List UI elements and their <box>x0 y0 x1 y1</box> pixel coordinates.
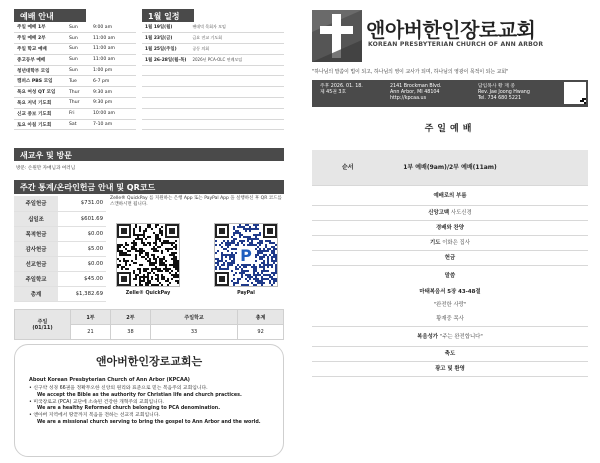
schedule-date: 1월 19일(월) <box>142 22 189 33</box>
service-time: 7-10 am <box>90 119 136 130</box>
schedule-desc: 2026년 PCA-OLC 연례모임 <box>189 54 284 65</box>
order-item <box>312 251 588 266</box>
service-name: 목요 저녁 기도회 <box>14 98 66 109</box>
church-website-link[interactable]: http://kpcaa.us <box>390 96 427 102</box>
offering-amount: $0.00 <box>58 256 106 271</box>
schedule-desc: 금요 전교 기도회 <box>189 33 284 44</box>
sermon-title-text: "완전한 사랑" <box>433 302 467 308</box>
order-item-label: 신앙고백 <box>428 210 450 216</box>
sermon-preacher-text: 황재중 목사 <box>436 316 464 322</box>
worship-info-row <box>14 44 136 55</box>
worship-info-title: 예배 안내 <box>14 9 86 22</box>
service-name: 신교 중보 기도회 <box>14 108 66 119</box>
offering-table-wrap <box>14 196 106 302</box>
about-title: 앤아버한인장로교회는 <box>95 355 203 368</box>
schedule-row <box>142 44 284 55</box>
schedule-table <box>142 22 284 130</box>
newcomers-section <box>14 148 284 175</box>
zelle-qr-icon <box>117 224 179 286</box>
offering-label: 선교헌금 <box>14 256 58 271</box>
order-item-label: 복음성가 <box>417 334 438 340</box>
service-time: 11:00 am <box>90 33 136 44</box>
order-item <box>312 221 588 236</box>
schedule-row <box>142 119 284 130</box>
schedule-date <box>142 65 189 76</box>
order-times: 1부 예배(9am)/2부 예배(11am) <box>403 164 497 171</box>
service-day: Thur <box>66 98 90 109</box>
schedule-desc <box>189 108 284 119</box>
sermon-scripture <box>312 286 588 299</box>
schedule-section <box>142 9 284 130</box>
worship-order <box>312 150 588 377</box>
worship-info-row <box>14 65 136 76</box>
service-name: 청년대학부 모임 <box>14 65 66 76</box>
worship-info-row <box>14 22 136 33</box>
service-day: Fri <box>66 108 90 119</box>
service-name: 목요 여성 QT 모임 <box>14 87 66 98</box>
schedule-row <box>142 22 284 33</box>
sermon-scripture-text: 마태복음서 5장 43-48절 <box>419 289 481 295</box>
about-item <box>29 386 269 400</box>
schedule-title: 1월 일정 <box>142 9 194 22</box>
pastor-name-en: Rev. Jae Joong Hwang <box>478 90 530 96</box>
church-address <box>390 84 441 103</box>
service-time: 6-7 pm <box>90 76 136 87</box>
order-item <box>312 362 588 377</box>
attendance-section <box>14 309 284 340</box>
paypal-qr-icon <box>215 224 277 286</box>
sermon-preacher <box>312 312 588 327</box>
worship-info-row <box>14 54 136 65</box>
service-day: Sun <box>66 44 90 55</box>
attendance-header: 2부 <box>110 310 150 325</box>
worship-info-row <box>14 76 136 87</box>
order-item <box>312 347 588 362</box>
order-item-detail: "주는 완전합니다" <box>439 334 483 340</box>
schedule-row <box>142 33 284 44</box>
attendance-value: 38 <box>110 325 150 340</box>
offering-amount: $601.69 <box>58 211 106 226</box>
schedule-desc <box>189 98 284 109</box>
service-time: 11:00 am <box>90 44 136 55</box>
service-name: 주일 학교 예배 <box>14 44 66 55</box>
service-name: 주일 예배 1부 <box>14 22 66 33</box>
qr-section <box>110 196 285 296</box>
bulletin-volume: 제 45권 3호 <box>320 90 347 96</box>
offering-label: 주일학교 <box>14 271 58 286</box>
schedule-row <box>142 87 284 98</box>
address-street: 2141 Brockman Blvd. <box>390 84 442 89</box>
newcomers-title: 새교우 및 방문 <box>14 148 284 161</box>
church-brand <box>312 10 590 64</box>
bulletin-date-text: 주후 2026. 01. 18. <box>320 84 363 89</box>
offering-label: 감사헌금 <box>14 241 58 256</box>
service-time: 10:00 am <box>90 108 136 119</box>
sermon-label-text: 말씀 <box>444 273 456 279</box>
service-time: 1:00 pm <box>90 65 136 76</box>
finance-title: 주간 통계/온라인헌금 안내 및 QR코드 <box>14 180 284 194</box>
sermon-label <box>312 266 588 286</box>
schedule-date: 1월 25일(주일) <box>142 44 189 55</box>
paypal-qr-code[interactable] <box>214 223 278 287</box>
worship-info-row <box>14 87 136 98</box>
about-item <box>29 400 269 414</box>
church-name-english: KOREAN PRESBYTERIAN CHURCH OF ANN ARBOR <box>368 41 544 48</box>
about-item-en: We are a healthy Reformed church belonging to PCA denomination. <box>37 406 221 412</box>
order-item-label: 경배와 찬양 <box>436 225 464 231</box>
offering-row <box>14 196 106 211</box>
order-header <box>312 150 588 186</box>
order-item <box>312 186 588 206</box>
service-day: Sat <box>66 119 90 130</box>
schedule-date <box>142 87 189 98</box>
offering-label: 주일헌금 <box>14 196 58 211</box>
about-item <box>29 413 269 427</box>
service-day: Sun <box>66 65 90 76</box>
about-item-ko: • 신구약 성경 66권을 정확무오한 신앙의 원리와 표준으로 믿는 복음주의 교회입니다. <box>29 386 208 391</box>
newcomers-text: 방문: 손원만 자매님과 여러님 <box>16 166 76 171</box>
attendance-table <box>14 309 284 340</box>
offering-row <box>14 286 106 301</box>
attendance-header: 주일학교 <box>150 310 237 325</box>
about-item-en: We are a missional church serving to bring the gospel to Ann Arbor and the world. <box>37 419 261 425</box>
offering-amount: $5.00 <box>58 241 106 256</box>
offering-amount: $0.00 <box>58 226 106 241</box>
bulletin-date <box>320 84 363 96</box>
about-item-ko: • 앤아버 지역에서 땅끝까지 복음을 전하는 선교적 교회입니다. <box>29 413 160 419</box>
attendance-header: 총계 <box>238 310 284 325</box>
about-box <box>14 344 284 457</box>
service-day: Sun <box>66 22 90 33</box>
qr-instructions: Zelle® QuickPay 를 지원하는 은행 App 또는 PayPal App 을 실행하신 후 QR 코드를 스캔하시면 됩니다. <box>110 196 282 207</box>
about-subtitle: About Korean Presbyterian Church of Ann Arbor (KPCAA) <box>29 377 190 383</box>
service-name: 토요 아침 기도회 <box>14 119 66 130</box>
order-item <box>312 206 588 221</box>
offering-label: 목적헌금 <box>14 226 58 241</box>
attendance-value: 21 <box>71 325 111 340</box>
offering-table <box>14 196 106 302</box>
zelle-qr-code[interactable] <box>116 223 180 287</box>
worship-info-section <box>14 9 136 130</box>
schedule-desc <box>189 65 284 76</box>
schedule-desc <box>189 87 284 98</box>
offering-row <box>14 271 106 286</box>
attendance-label-date: (01/11) <box>32 325 53 331</box>
website-qr-icon[interactable] <box>564 82 586 104</box>
offering-row <box>14 226 106 241</box>
attendance-header: 1부 <box>71 310 111 325</box>
pastor-name-ko: 담임목사 황 재 중 <box>478 84 516 89</box>
schedule-date <box>142 108 189 119</box>
church-phone: Tel. 734 680 5221 <box>478 96 522 102</box>
service-time: 9:30 am <box>90 87 136 98</box>
church-cross-logo-icon <box>312 10 362 62</box>
offering-amount: $1,382.69 <box>58 286 106 301</box>
offering-row <box>14 211 106 226</box>
service-day: Sun <box>66 33 90 44</box>
schedule-row <box>142 98 284 109</box>
service-name: 캠퍼스 PBS 모임 <box>14 76 66 87</box>
schedule-date <box>142 76 189 87</box>
worship-info-row <box>14 108 136 119</box>
offering-row <box>14 241 106 256</box>
schedule-date <box>142 98 189 109</box>
attendance-label-top: 주일 <box>37 319 48 325</box>
paypal-logo-icon: P <box>240 246 252 265</box>
schedule-row <box>142 76 284 87</box>
worship-info-table <box>14 22 136 130</box>
order-item-label: 축도 <box>444 351 456 357</box>
schedule-desc <box>189 119 284 130</box>
schedule-desc: 공동 의회 <box>189 44 284 55</box>
service-name: 주일 예배 2부 <box>14 33 66 44</box>
attendance-value: 33 <box>150 325 237 340</box>
worship-info-row <box>14 119 136 130</box>
order-item-label: 기도 <box>430 240 441 246</box>
info-bar <box>312 80 588 107</box>
schedule-desc: 팬데믹 목회자 모임 <box>189 22 284 33</box>
offering-label: 총계 <box>14 286 58 301</box>
schedule-date: 1월 23일(금) <box>142 33 189 44</box>
offering-label: 십일조 <box>14 211 58 226</box>
order-item-label: 예배로의 부름 <box>433 193 467 199</box>
zelle-label: Zelle® QuickPay <box>125 291 171 296</box>
service-name: 중고등부 예배 <box>14 54 66 65</box>
offering-amount: $731.00 <box>58 196 106 211</box>
service-day: Thur <box>66 87 90 98</box>
schedule-date: 1월 26-28일(월-목) <box>142 54 189 65</box>
worship-info-row <box>14 33 136 44</box>
address-city: Ann Arbor, MI 48104 <box>390 90 440 96</box>
schedule-date <box>142 119 189 130</box>
church-motto: "하나님의 말씀이 법이 되고, 하나님의 영이 교사가 되며, 하나님의 영광이 목적이 되는 교회" <box>312 69 509 75</box>
order-item-label: 광고 및 환영 <box>435 366 465 372</box>
order-item-detail: 사도신경 <box>450 210 472 216</box>
order-label: 순서 <box>342 164 354 171</box>
service-time: 11:00 am <box>90 54 136 65</box>
service-day: Tue <box>66 76 90 87</box>
sermon-title <box>312 299 588 312</box>
about-item-en: We accept the Bible as the authority for Christian life and church practices. <box>37 392 242 398</box>
order-item-label: 헌금 <box>444 255 456 261</box>
worship-order-title: 주일예배 <box>424 124 476 134</box>
church-name-korean: 앤아버한인장로교회 <box>366 18 536 42</box>
service-time: 9:00 am <box>90 22 136 33</box>
order-item-detail: 이화은 집사 <box>442 240 470 246</box>
finance-section <box>14 180 284 194</box>
offering-row <box>14 256 106 271</box>
schedule-row <box>142 108 284 119</box>
schedule-row <box>142 54 284 65</box>
attendance-label <box>15 310 71 340</box>
schedule-desc <box>189 76 284 87</box>
pastor-info <box>478 84 530 103</box>
paypal-label: PayPal <box>237 291 255 296</box>
service-day: Sun <box>66 54 90 65</box>
schedule-row <box>142 65 284 76</box>
offering-amount: $45.00 <box>58 271 106 286</box>
service-time: 9:30 pm <box>90 98 136 109</box>
order-item <box>312 327 588 347</box>
worship-info-row <box>14 98 136 109</box>
attendance-value: 92 <box>238 325 284 340</box>
about-item-ko: • 미국장로교 (PCA) 교단에 소속된 건강한 개혁주의 교회입니다. <box>29 399 164 405</box>
order-item <box>312 236 588 251</box>
